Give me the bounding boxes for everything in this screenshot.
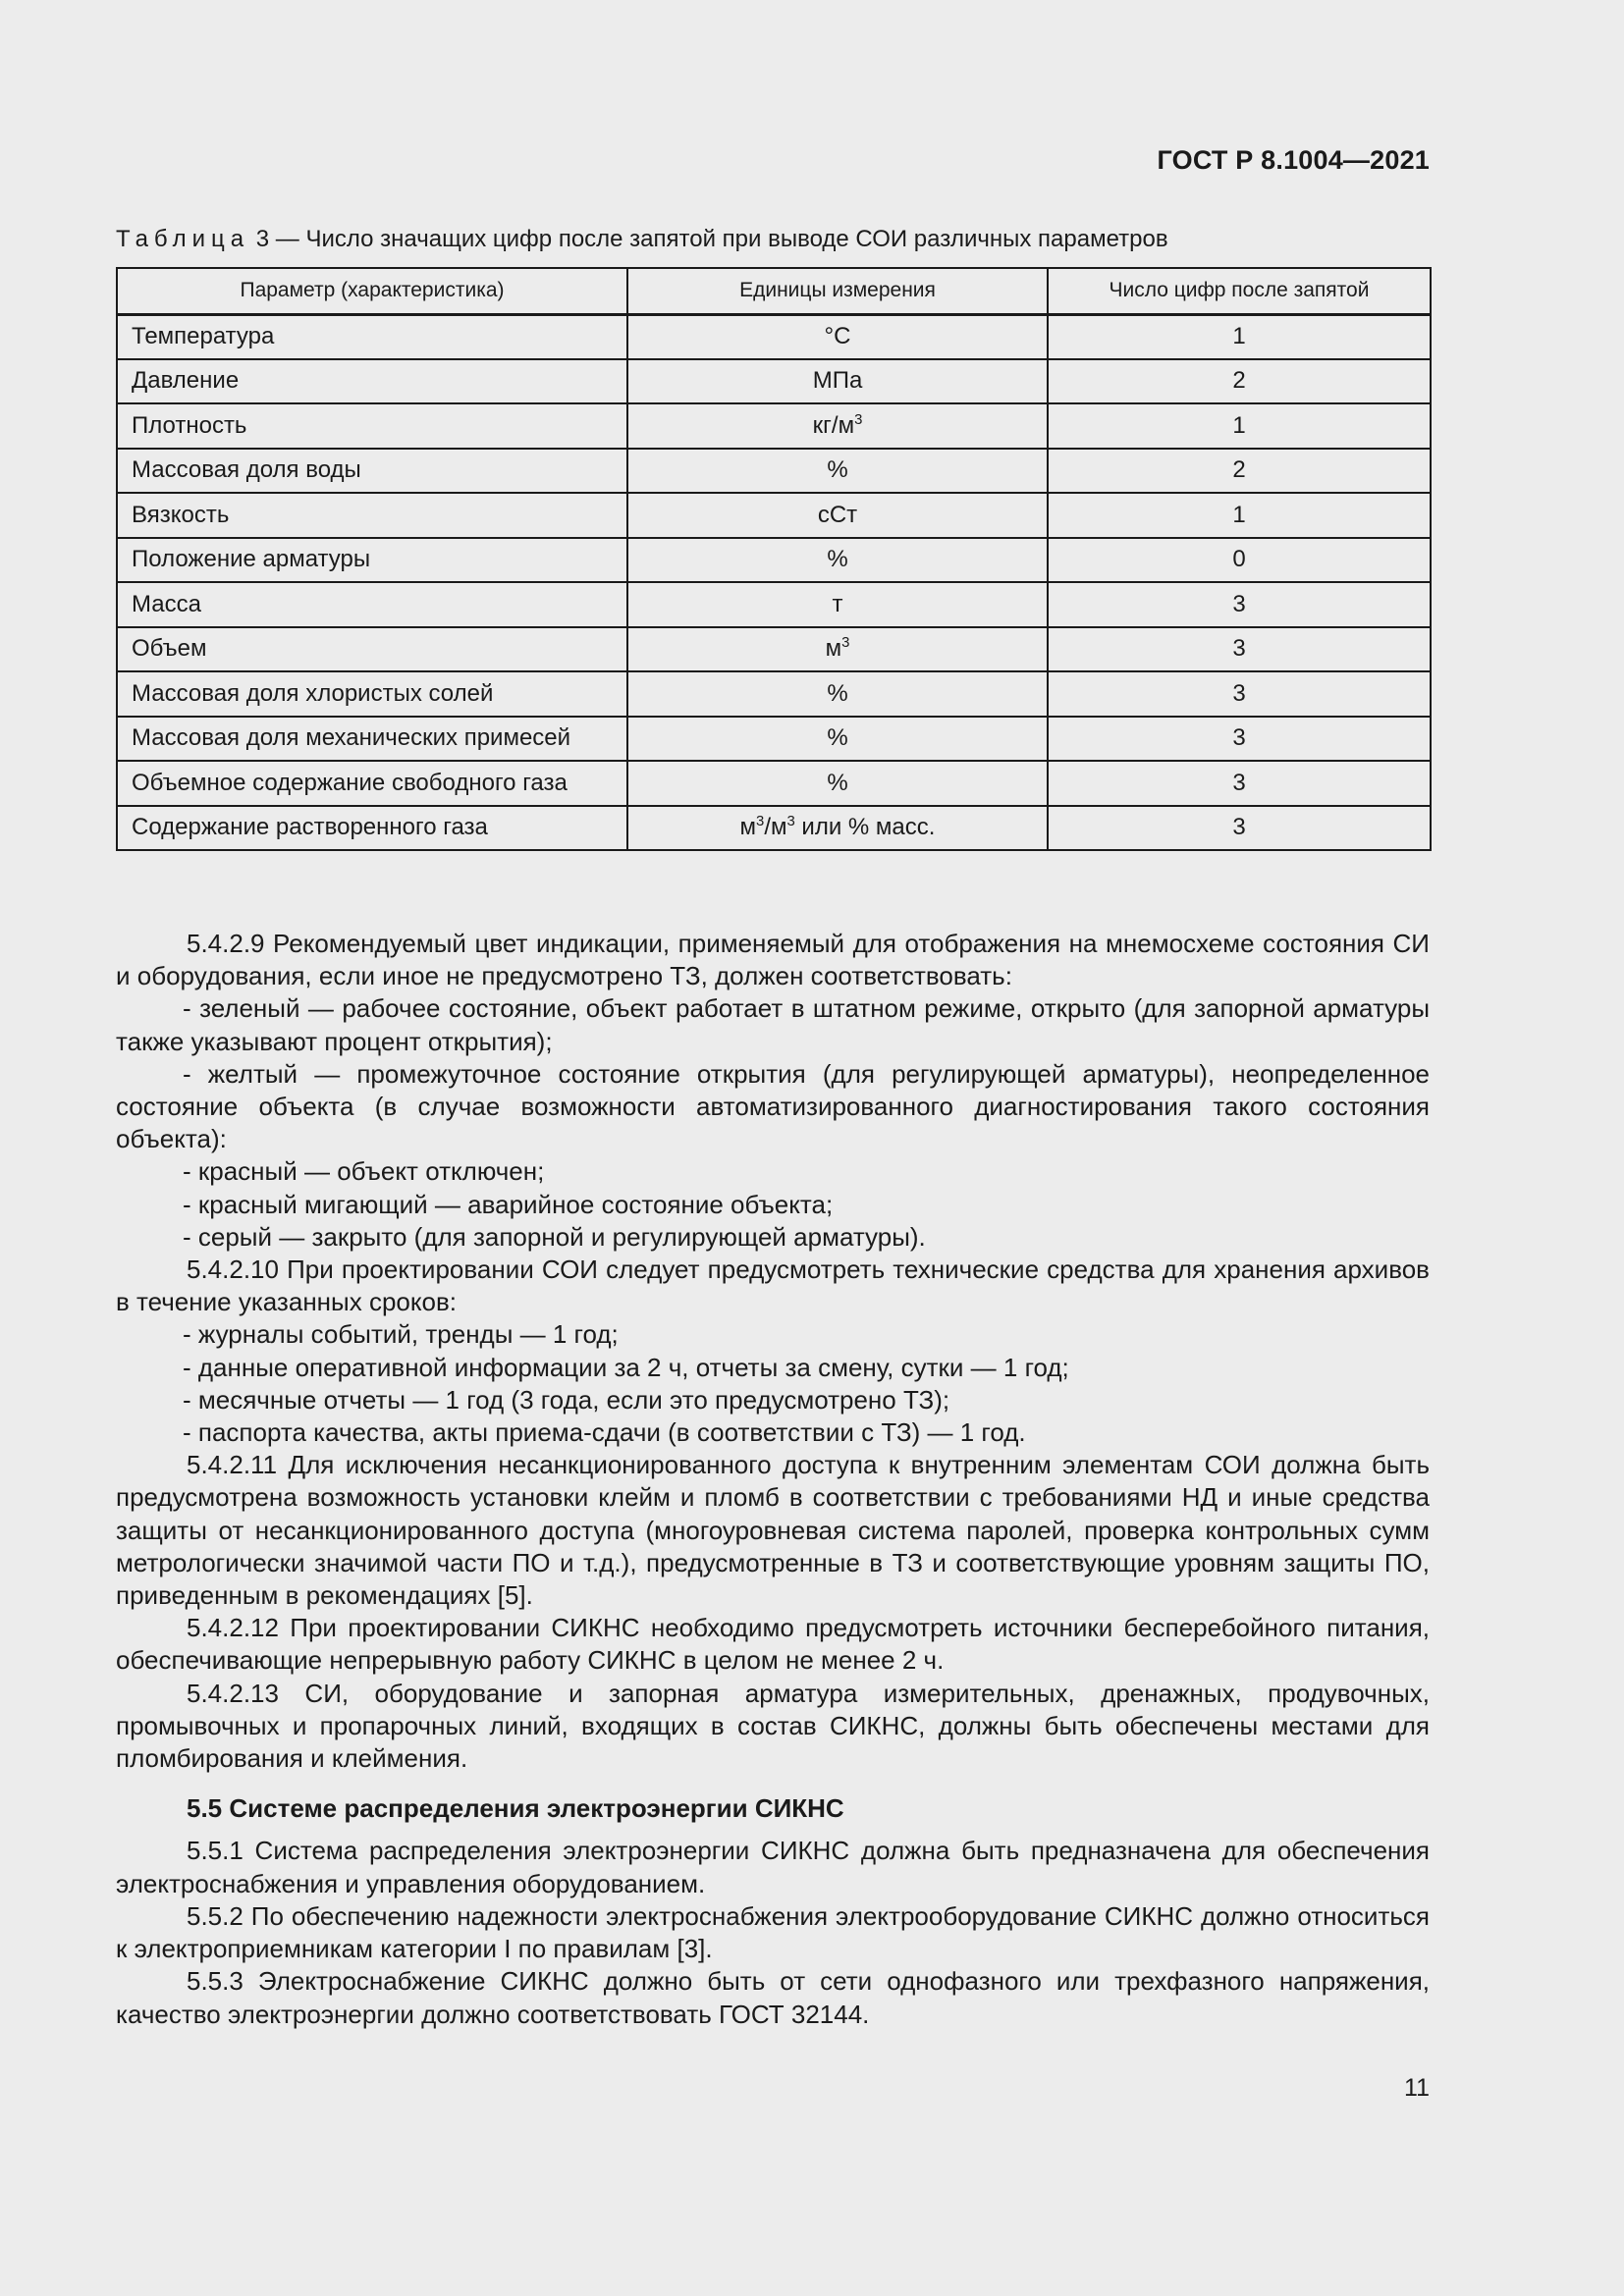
- param-cell: Вязкость: [117, 493, 627, 538]
- paragraph-5-4-2-12: 5.4.2.12 При проектировании СИКНС необходимо предусмотреть источники бесперебойного питания, обеспечивающие непрерывную работу СИКНС в целом не менее 2 ч.: [116, 1613, 1430, 1676]
- table-header-row: [117, 268, 1431, 314]
- table-row: [117, 449, 1431, 494]
- list-item: - желтый — промежуточное состояние открытия (для регулирующей арматуры), неопределенное состояние объекта (в случае возможности автоматизированного диагностирования такого состояния объекта):: [116, 1058, 1430, 1154]
- unit-cell: %: [627, 449, 1048, 494]
- unit-part-a: м: [739, 814, 757, 841]
- param-cell: Массовая доля хлористых солей: [117, 671, 627, 717]
- paragraph-5-5-1: 5.5.1 Система распределения электроэнергии СИКНС должна быть предназначена для обеспечения электроснабжения и управления оборудованием.: [116, 1836, 1430, 1898]
- table-row: [117, 717, 1431, 762]
- param-cell: Положение арматуры: [117, 538, 627, 583]
- paragraph-5-5-2: 5.5.2 По обеспечению надежности электроснабжения электрооборудование СИКНС должно относиться к электроприемникам категории I по правилам [3].: [116, 1900, 1430, 1964]
- table-row: [117, 806, 1431, 851]
- param-cell: Масса: [117, 582, 627, 627]
- paragraph-5-4-2-10: 5.4.2.10 При проектировании СОИ следует предусмотреть технические средства для хранения архивов в течение указанных сроков:: [116, 1255, 1430, 1317]
- section-heading-5-5: 5.5 Системе распределения электроэнергии СИКНС: [187, 1793, 844, 1824]
- column-header-parameter: Параметр (характеристика): [117, 268, 627, 314]
- digits-cell: 3: [1048, 627, 1431, 672]
- digits-cell: 3: [1048, 582, 1431, 627]
- paragraph-5-4-2-13: 5.4.2.13 СИ, оборудование и запорная арматура измерительных, дренажных, продувочных, промывочных и пропарочных линий, входящих в состав СИКНС, должны быть обеспечены местами для пломбирования и клеймения.: [116, 1678, 1430, 1774]
- unit-cell: т: [627, 582, 1048, 627]
- column-header-digits: Число цифр после запятой: [1048, 268, 1431, 314]
- column-header-unit: Единицы измерения: [627, 268, 1048, 314]
- list-item: - серый — закрыто (для запорной и регулирующей арматуры).: [183, 1221, 926, 1252]
- table-row: [117, 761, 1431, 806]
- digits-cell: 1: [1048, 314, 1431, 359]
- list-item: - красный — объект отключен;: [183, 1156, 545, 1187]
- param-cell: Содержание растворенного газа: [117, 806, 627, 851]
- list-item: - журналы событий, тренды — 1 год;: [183, 1319, 619, 1350]
- param-cell: Объемное содержание свободного газа: [117, 761, 627, 806]
- unit-cell: [627, 403, 1048, 449]
- table-row: [117, 627, 1431, 672]
- unit-cell: [627, 627, 1048, 672]
- digits-cell: 3: [1048, 671, 1431, 717]
- unit-cell: °С: [627, 314, 1048, 359]
- list-item: - красный мигающий — аварийное состояние объекта;: [183, 1189, 834, 1219]
- unit-superscript: 3: [756, 814, 765, 830]
- unit-base: кг/м: [812, 411, 855, 439]
- table-row: [117, 538, 1431, 583]
- list-item: - месячные отчеты — 1 год (3 года, если это предусмотрено ТЗ);: [183, 1384, 950, 1415]
- table-row: [117, 314, 1431, 359]
- parameters-table: [116, 267, 1432, 851]
- table-row: [117, 493, 1431, 538]
- unit-base: м: [825, 635, 842, 663]
- param-cell: Объем: [117, 627, 627, 672]
- paragraph-5-5-3: 5.5.3 Электроснабжение СИКНС должно быть от сети однофазного или трехфазного напряжения, качество электроэнергии должно соответствовать ГОСТ 32144.: [116, 1966, 1430, 2029]
- unit-cell: %: [627, 671, 1048, 717]
- digits-cell: 1: [1048, 493, 1431, 538]
- unit-cell: сСт: [627, 493, 1048, 538]
- paragraph-5-4-2-11: 5.4.2.11 Для исключения несанкционированного доступа к внутренним элементам СОИ должна быть предусмотрена возможность установки клейм и пломб в соответствии с требованиями НД и иные средства защиты от несанкционированного доступа (многоуровневая система паролей, проверка контрольных сумм метрологически значимой части ПО и т.д.), предусмотренные в ТЗ и соответствующие уровням защиты ПО, приведенным в рекомендациях [5].: [116, 1450, 1430, 1611]
- list-item: - данные оперативной информации за 2 ч, отчеты за смену, сутки — 1 год;: [183, 1352, 1069, 1382]
- digits-cell: 2: [1048, 359, 1431, 404]
- param-cell: Давление: [117, 359, 627, 404]
- table-row: [117, 582, 1431, 627]
- paragraph-5-4-2-9: 5.4.2.9 Рекомендуемый цвет индикации, применяемый для отображения на мнемосхеме состояния СИ и оборудования, если иное не предусмотрено ТЗ, должен соответствовать:: [116, 929, 1430, 991]
- digits-cell: 3: [1048, 806, 1431, 851]
- table-caption: [116, 226, 1168, 253]
- digits-cell: 0: [1048, 538, 1431, 583]
- param-cell: Плотность: [117, 403, 627, 449]
- table-row: [117, 403, 1431, 449]
- param-cell: Температура: [117, 314, 627, 359]
- unit-superscript: 3: [786, 814, 795, 830]
- unit-superscript: 3: [841, 635, 850, 652]
- digits-cell: 3: [1048, 761, 1431, 806]
- table-caption-label: Таблица: [116, 226, 250, 252]
- param-cell: Массовая доля воды: [117, 449, 627, 494]
- unit-cell: [627, 806, 1048, 851]
- table-row: [117, 359, 1431, 404]
- digits-cell: 2: [1048, 449, 1431, 494]
- document-id-header: ГОСТ Р 8.1004—2021: [1157, 145, 1430, 175]
- digits-cell: 1: [1048, 403, 1431, 449]
- unit-superscript: 3: [854, 411, 863, 428]
- unit-cell: %: [627, 717, 1048, 762]
- list-item: - зеленый — рабочее состояние, объект работает в штатном режиме, открыто (для запорной арматуры также указывают процент открытия);: [116, 993, 1430, 1056]
- table-caption-text: 3 — Число значащих цифр после запятой при выводе СОИ различных параметров: [249, 226, 1168, 252]
- digits-cell: 3: [1048, 717, 1431, 762]
- unit-part-b: /м: [764, 814, 787, 841]
- unit-cell: МПа: [627, 359, 1048, 404]
- unit-cell: %: [627, 538, 1048, 583]
- page-number: 11: [1404, 2074, 1430, 2102]
- unit-cell: %: [627, 761, 1048, 806]
- list-item: - паспорта качества, акты приема-сдачи (в соответствии с ТЗ) — 1 год.: [183, 1417, 1026, 1448]
- table-row: [117, 671, 1431, 717]
- unit-part-c: или % масс.: [794, 814, 936, 841]
- body-text: [116, 928, 1430, 2031]
- param-cell: Массовая доля механических примесей: [117, 717, 627, 762]
